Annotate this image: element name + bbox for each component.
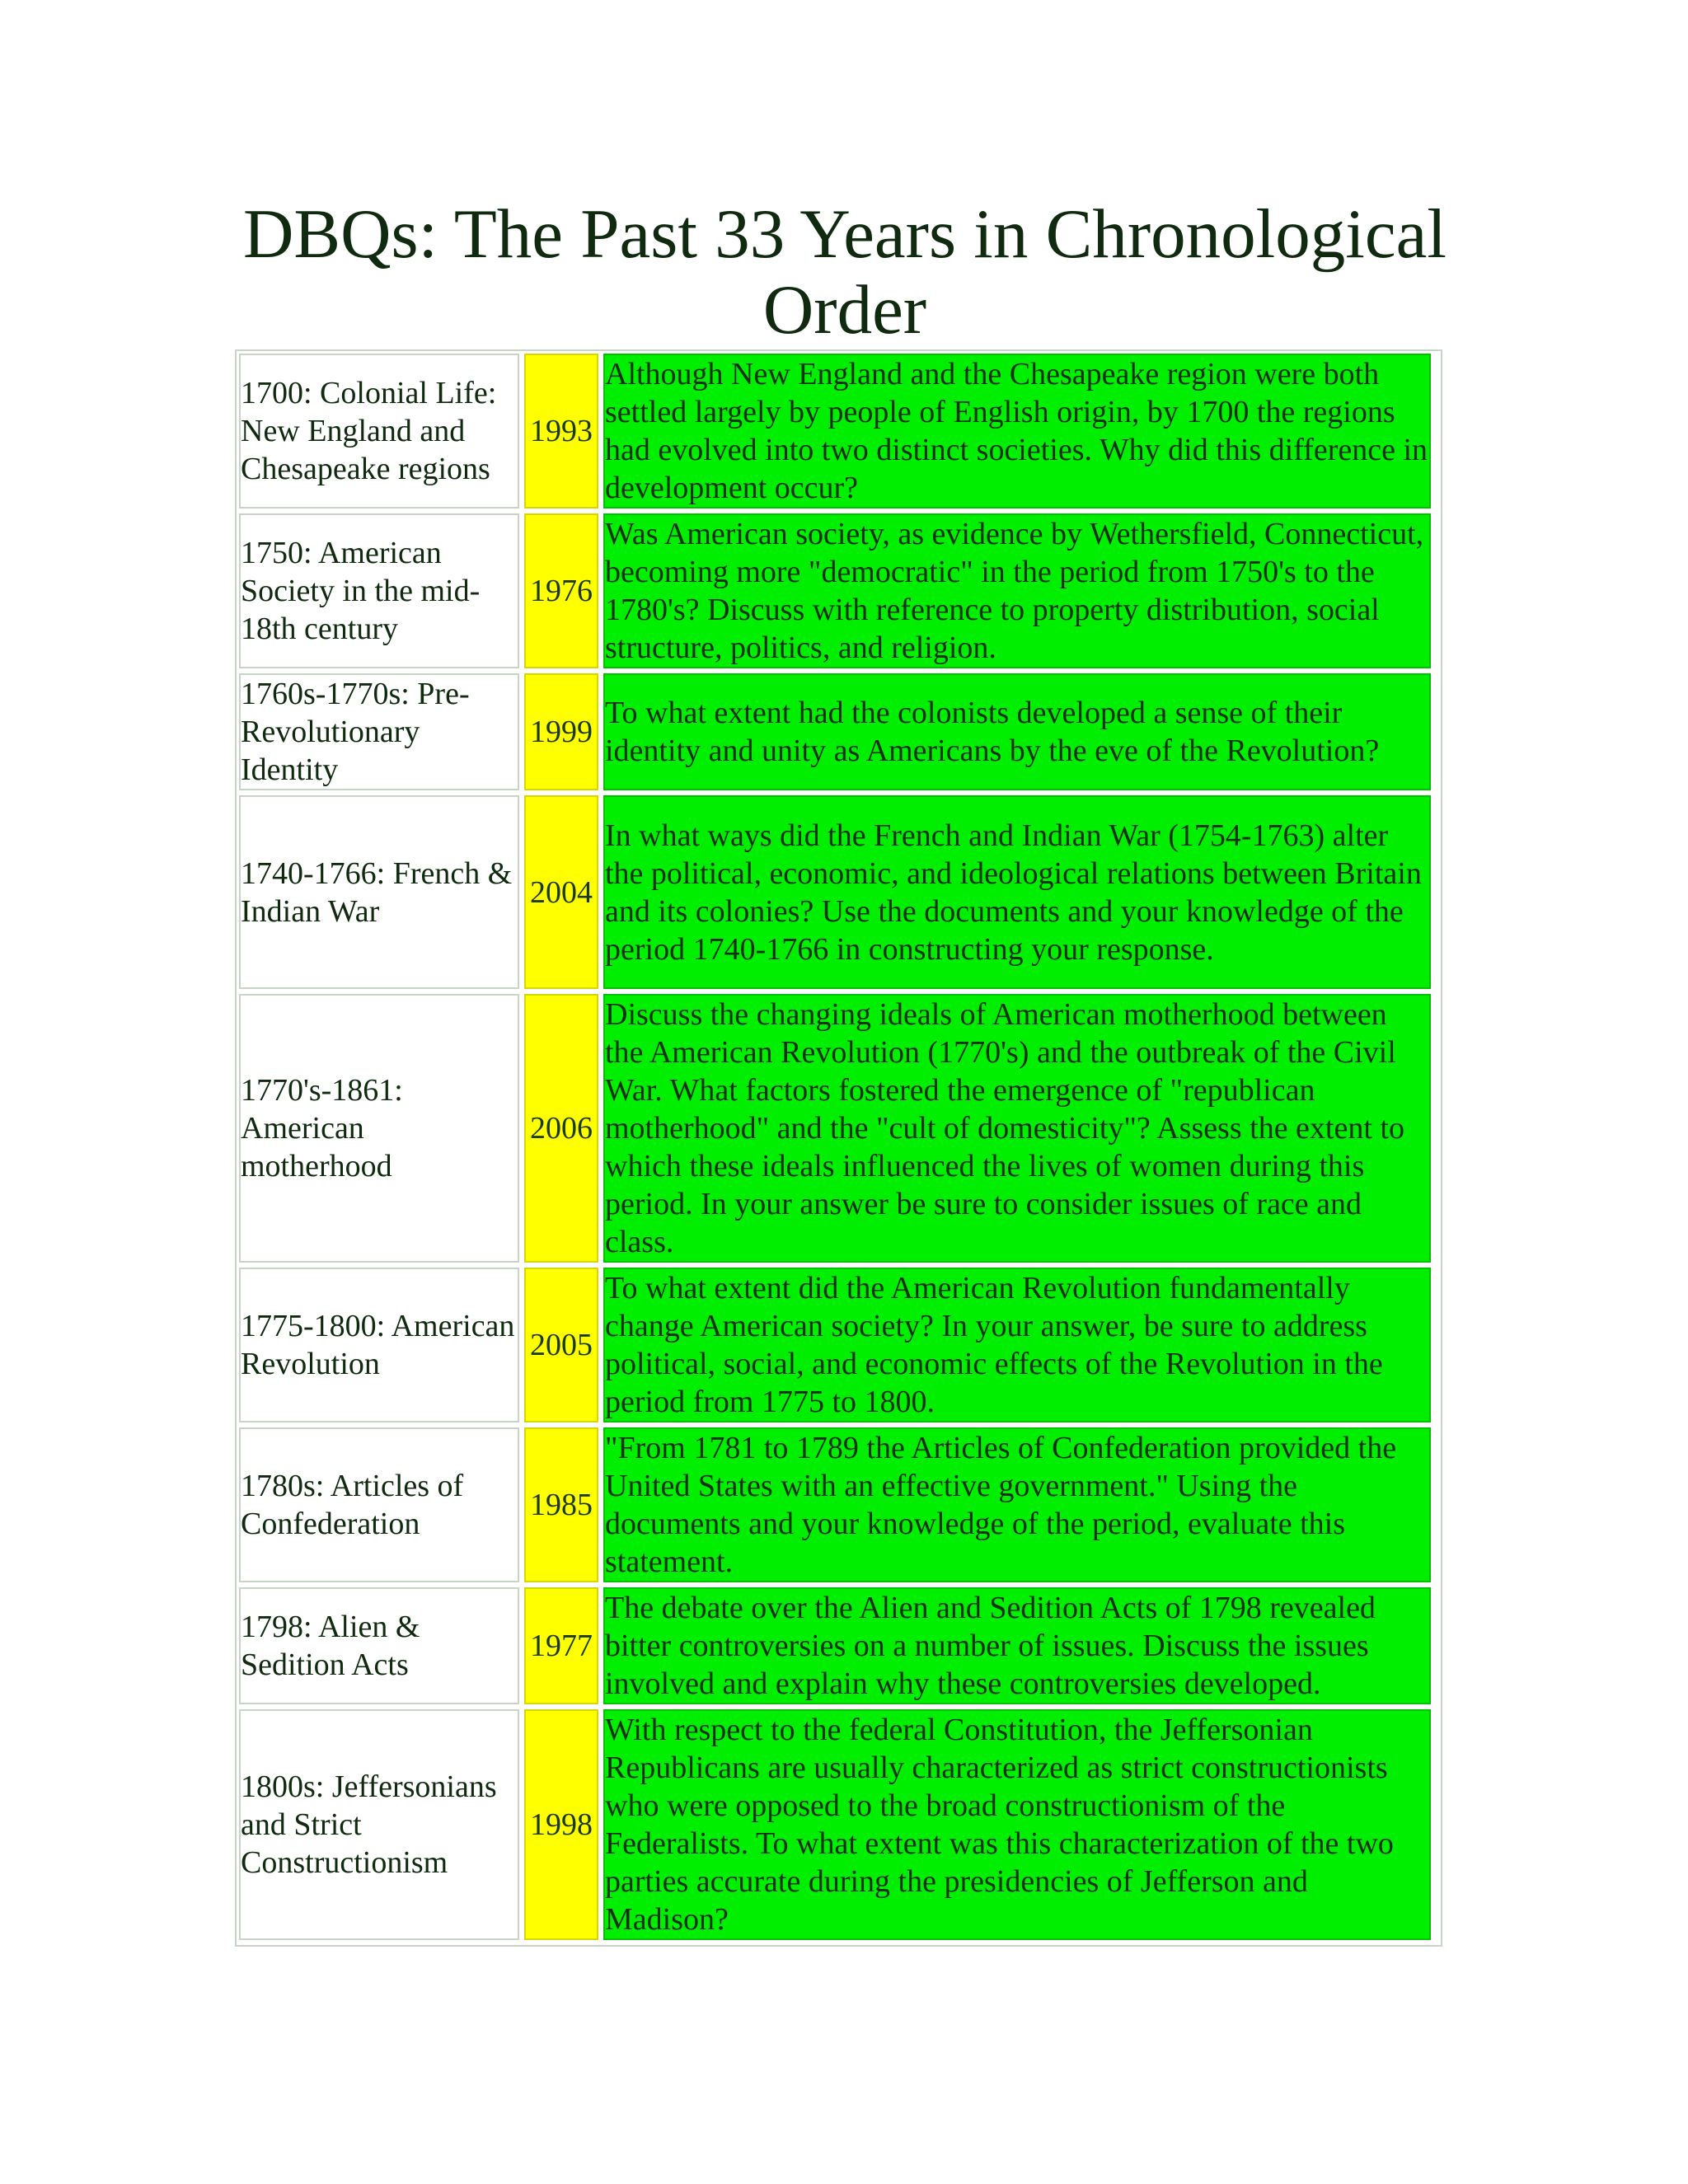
question-cell: With respect to the federal Constitution, the Jeffersonian Republicans are usually characterized as strict constructionists who were opposed to the broad constructionism of the Federalists. To what extent was this characterization of the two parties accurate during the presidencies of Jefferson and Madison? [603,1709,1431,1940]
question-cell: To what extent did the American Revolution fundamentally change American society? In your answer, be sure to address political, social, and economic effects of the Revolution in the period from 1775 to 1800. [603,1268,1431,1422]
page-title: DBQs: The Past 33 Years in Chronological Order [243,195,1447,349]
year-cell: 1999 [524,673,598,790]
question-cell: "From 1781 to 1789 the Articles of Confederation provided the United States with an effective government." Using the documents and your knowledge of the period, evaluate this statement. [603,1427,1431,1582]
question-cell: To what extent had the colonists developed a sense of their identity and unity as Americans by the eve of the Revolution? [603,673,1431,790]
year-cell: 1976 [524,513,598,668]
dbq-table-frame [235,349,1442,1947]
topic-cell: 1760s-1770s: Pre-Revolutionary Identity [239,673,519,790]
topic-cell: 1800s: Jeffersonians and Strict Constructionism [239,1709,519,1940]
question-cell: Discuss the changing ideals of American motherhood between the American Revolution (1770's) and the outbreak of the Civil War. What factors fostered the emergence of "republican motherhood" and the "cult of domesticity"? Assess the extent to which these ideals influenced the lives of women during this period. In your answer be sure to consider issues of race and class. [603,994,1431,1263]
topic-cell: 1740-1766: French & Indian War [239,795,519,989]
question-cell: Was American society, as evidence by Wethersfield, Connecticut, becoming more "democratic" in the period from 1750's to the 1780's? Discuss with reference to property distribution, social structure, politics, and religion. [603,513,1431,668]
question-cell: The debate over the Alien and Sedition Acts of 1798 revealed bitter controversies on a number of issues. Discuss the issues involved and explain why these controversies developed. [603,1587,1431,1704]
dbq-table [235,349,1436,1945]
table-row [239,1268,1431,1422]
year-cell: 2005 [524,1268,598,1422]
question-cell: In what ways did the French and Indian War (1754-1763) alter the political, economic, and ideological relations between Britain and its colonies? Use the documents and your knowledge of the period 1740-1766 in constructing your response. [603,795,1431,989]
year-cell: 2006 [524,994,598,1263]
topic-cell: 1775-1800: American Revolution [239,1268,519,1422]
topic-cell: 1770's-1861: American motherhood [239,994,519,1263]
topic-cell: 1780s: Articles of Confederation [239,1427,519,1582]
year-cell: 1998 [524,1709,598,1940]
question-cell: Although New England and the Chesapeake region were both settled largely by people of English origin, by 1700 the regions had evolved into two distinct societies. Why did this difference in development occur? [603,354,1431,509]
table-row [239,1709,1431,1940]
year-cell: 1993 [524,354,598,509]
year-cell: 1977 [524,1587,598,1704]
table-row [239,795,1431,989]
table-row [239,673,1431,790]
table-row [239,354,1431,509]
year-cell: 1985 [524,1427,598,1582]
topic-cell: 1750: American Society in the mid-18th century [239,513,519,668]
table-row [239,1427,1431,1582]
table-row [239,994,1431,1263]
topic-cell: 1700: Colonial Life: New England and Chesapeake regions [239,354,519,509]
year-cell: 2004 [524,795,598,989]
topic-cell: 1798: Alien & Sedition Acts [239,1587,519,1704]
table-row [239,513,1431,668]
table-row [239,1587,1431,1704]
